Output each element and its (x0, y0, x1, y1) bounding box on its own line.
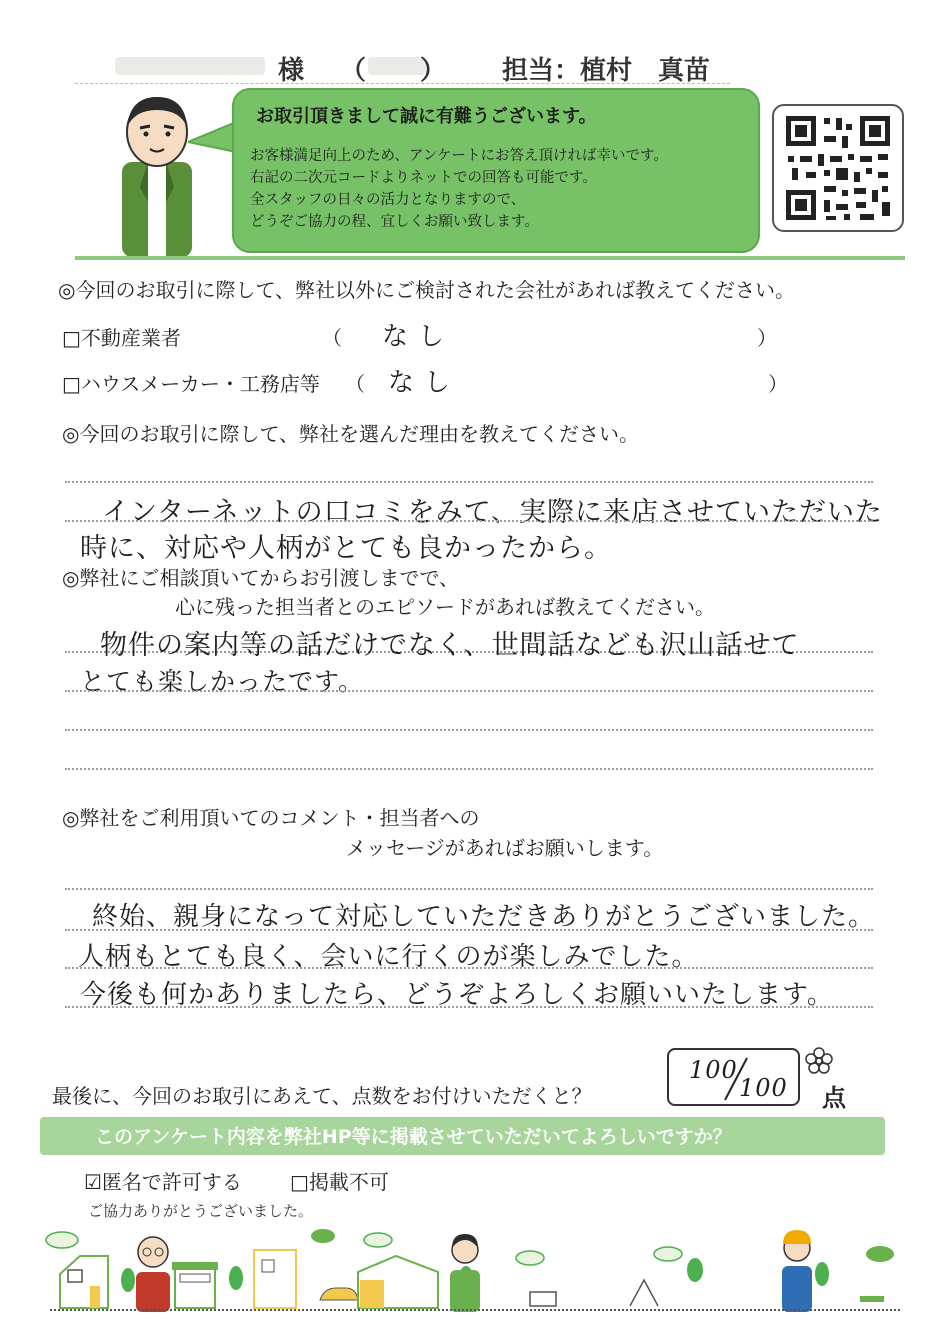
qr-code-icon (774, 106, 902, 230)
message-bubble (232, 88, 760, 253)
answer-dotted-line (65, 967, 873, 969)
sama-label: 様 (278, 56, 305, 86)
score-max: 100 (739, 1074, 788, 1102)
answer-episode-line: 物件の案内等の話だけでなく、世間話なども沢山話せて (100, 630, 800, 661)
question-comment-line1: ◎弊社をご利用頂いてのコメント・担当者への (62, 806, 480, 830)
answer-dotted-line (65, 929, 873, 931)
staff-label: 担当：植村 真苗 (502, 56, 711, 86)
publish-banner (40, 1117, 885, 1155)
header-underline (75, 83, 730, 84)
bubble-tail (188, 120, 238, 160)
answer-reason-line: 時に、対応や人柄がとても良かったから。 (80, 533, 612, 564)
paren-open: （ (345, 372, 365, 396)
score-unit: 点 (822, 1084, 846, 1112)
header-divider (75, 256, 905, 260)
answer-dotted-line (65, 768, 873, 770)
qr-code[interactable] (772, 104, 904, 232)
answer-dotted-line (65, 481, 873, 483)
town-illustration (40, 1222, 910, 1322)
answer-episode-line: とても楽しかったです。 (80, 667, 365, 696)
bubble-line: 全スタッフの日々の活力となりますので、 (250, 192, 526, 208)
checkbox-real-estate-label: □不動産業者 (62, 326, 181, 350)
question-episode-line2: 心に残った担当者とのエピソードがあれば教えてください。 (175, 595, 715, 619)
answer-comment-line: 人柄もとても良く、会いに行くのが楽しみでした。 (78, 942, 699, 972)
paren-close: ） (420, 56, 447, 86)
answer-house-maker: なし (388, 368, 461, 398)
customer-area-redacted (368, 57, 426, 75)
thanks-text: ご協力ありがとうございました。 (88, 1202, 314, 1220)
answer-dotted-line (65, 1006, 873, 1008)
answer-dotted-line (65, 690, 873, 692)
score-question: 最後に、今回のお取引にあえて、点数をお付けいただくと？ (52, 1084, 592, 1108)
answer-dotted-line (65, 729, 873, 731)
bubble-line: どうぞご協力の程、宜しくお願い致します。 (250, 214, 539, 230)
question-episode-line1: ◎弊社にご相談頂いてからお引渡しまでで、 (62, 566, 460, 590)
answer-dotted-line (65, 888, 873, 890)
question-reason: ◎今回のお取引に際して、弊社を選んだ理由を教えてください。 (62, 422, 640, 446)
question-competitors: ◎今回のお取引に際して、弊社以外にご検討された会社があれば教えてください。 (58, 278, 796, 302)
staff-illustration (110, 92, 210, 257)
publish-banner-text: このアンケート内容を弊社HP等に掲載させていただいてよろしいですか？ (95, 1126, 732, 1148)
customer-name-redacted (115, 57, 265, 75)
score-box[interactable] (667, 1048, 800, 1106)
paren-open: （ (322, 326, 342, 350)
answer-comment-line: 今後も何かありましたら、どうぞよろしくお願いいたします。 (80, 980, 834, 1010)
checkbox-house-maker-label: □ハウスメーカー・工務店等 (62, 372, 320, 396)
option-anonymous[interactable]: ☑匿名で許可する (84, 1170, 242, 1194)
paren-close: ） (768, 372, 788, 396)
question-comment-line2: メッセージがあればお願いします。 (346, 836, 664, 860)
bubble-title: お取引頂きまして誠に有難うございます。 (256, 106, 597, 127)
option-no-publish[interactable]: □掲載不可 (290, 1170, 389, 1194)
paren-open: （ (340, 56, 367, 86)
bubble-line: 右記の二次元コードよりネットでの回答も可能です。 (250, 170, 597, 186)
paren-close: ） (757, 326, 777, 350)
bubble-line: お客様満足向上のため、アンケートにお答え頂ければ幸いです。 (250, 148, 668, 164)
score-value: 100 (689, 1056, 738, 1084)
answer-dotted-line (65, 520, 873, 522)
answer-reason-line: インターネットの口コミをみて、実際に来店させていただいた (102, 497, 884, 528)
answer-real-estate: なし (382, 322, 455, 352)
answer-comment-line: 終始、親身になって対応していただきありがとうございました。 (92, 902, 876, 932)
flower-icon (804, 1046, 834, 1076)
